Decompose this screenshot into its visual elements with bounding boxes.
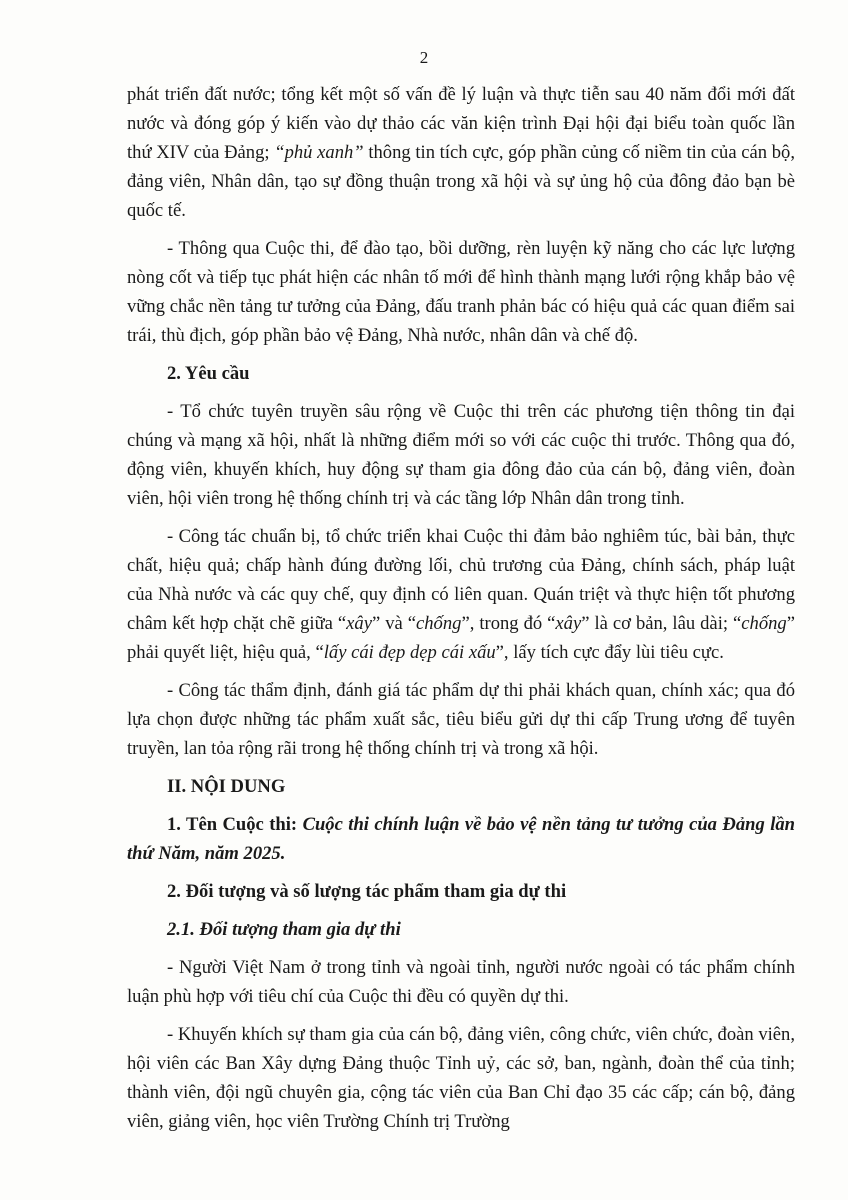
paragraph-text: - Công tác chuẩn bị, tổ chức triển khai Cuộc thi đảm bảo nghiêm túc, bài bản, thực chất, hiệu quả; chấp hành đúng đường lối, chủ trương của Đảng, chính sách, pháp luật của Nhà nước và các quy chế, quy định có liên quan. Quán triệt và thực hiện tốt phương châm kết hợp chặt chẽ giữa “ [127, 526, 795, 634]
italic-word: xây [555, 613, 582, 634]
subsection-title: 2.1. Đối tượng tham gia dự thi [167, 919, 401, 940]
paragraph-text: ”, trong đó “ [461, 613, 556, 634]
section-heading-requirements: 2. Yêu cầu [167, 363, 250, 384]
paragraph-eligibility: - Người Việt Nam ở trong tỉnh và ngoài tỉnh, người nước ngoài có tác phẩm chính luận phù hợp với tiêu chí của Cuộc thi đều có quyền dự thi. [127, 957, 795, 1007]
section-heading-participants: 2. Đối tượng và số lượng tác phẩm tham gia dự thi [167, 881, 567, 902]
italic-word: chống [741, 613, 787, 634]
document-body [127, 80, 795, 1136]
italic-slogan: lấy cái đẹp dẹp cái xấu [323, 642, 496, 663]
section-heading-content: II. NỘI DUNG [167, 776, 286, 797]
contest-name-label: 1. Tên Cuộc thi: [167, 814, 303, 835]
italic-word: xây [346, 613, 372, 634]
contest-name-value: Cuộc thi chính luận về bảo vệ nền tảng tư tưởng của Đảng lần thứ Năm, năm 2025. [127, 814, 795, 864]
paragraph-preparation [127, 522, 795, 667]
subsection-heading-participants [127, 915, 795, 944]
paragraph-continuation [127, 80, 795, 225]
italic-word: chống [416, 613, 462, 634]
paragraph-training: - Thông qua Cuộc thi, để đào tạo, bồi dưỡng, rèn luyện kỹ năng cho các lực lượng nòng cốt và tiếp tục phát hiện các nhân tố mới để hình thành mạng lưới rộng khắp bảo vệ vững chắc nền tảng tư tưởng của Đảng, đấu tranh phản bác có hiệu quả các quan điểm sai trái, thù địch, góp phần bảo vệ Đảng, Nhà nước, nhân dân và chế độ. [127, 238, 795, 346]
paragraph-text: thông tin tích cực, góp phần củng cố niềm tin của cán bộ, đảng viên, Nhân dân, tạo sự đồng thuận trong xã hội và sự ủng hộ của đông đảo bạn bè quốc tế. [127, 142, 795, 221]
page-number: 2 [419, 48, 429, 67]
paragraph-text: ” và “ [371, 613, 416, 634]
paragraph-text: ”, lấy tích cực đẩy lùi tiêu cực. [495, 642, 724, 663]
paragraph-encouraged-participants: - Khuyến khích sự tham gia của cán bộ, đảng viên, công chức, viên chức, đoàn viên, hội viên các Ban Xây dựng Đảng thuộc Tỉnh uỷ, các sở, ban, ngành, đoàn thể của tỉnh; thành viên, đội ngũ chuyên gia, cộng tác viên của Ban Chỉ đạo 35 các cấp; cán bộ, đảng viên, giảng viên, học viên Trường Chính trị Trường [127, 1024, 795, 1132]
paragraph-text: ” là cơ bản, lâu dài; “ [581, 613, 742, 634]
paragraph-text: phát triển đất nước; tổng kết một số vấn đề lý luận và thực tiễn sau 40 năm đổi mới đất nước và đóng góp ý kiến vào dự thảo các văn kiện trình Đại hội đại biểu toàn quốc lần thứ XIV của Đảng; [127, 84, 795, 163]
italic-phrase: “phủ xanh” [274, 142, 364, 163]
contest-name [127, 810, 795, 868]
paragraph-propaganda: - Tổ chức tuyên truyền sâu rộng về Cuộc thi trên các phương tiện thông tin đại chúng và mạng xã hội, nhất là những điểm mới so với các cuộc thi trước. Thông qua đó, động viên, khuyến khích, huy động sự tham gia đông đảo của cán bộ, đảng viên, đoàn viên, hội viên trong hệ thống chính trị và các tầng lớp Nhân dân trong tỉnh. [127, 401, 795, 509]
paragraph-text: ” phải quyết liệt, hiệu quả, “ [127, 613, 795, 663]
paragraph-evaluation: - Công tác thẩm định, đánh giá tác phẩm dự thi phải khách quan, chính xác; qua đó lựa chọn được những tác phẩm xuất sắc, tiêu biểu gửi dự thi cấp Trung ương để tuyên truyền, lan tỏa rộng rãi trong hệ thống chính trị và trong xã hội. [127, 680, 795, 759]
